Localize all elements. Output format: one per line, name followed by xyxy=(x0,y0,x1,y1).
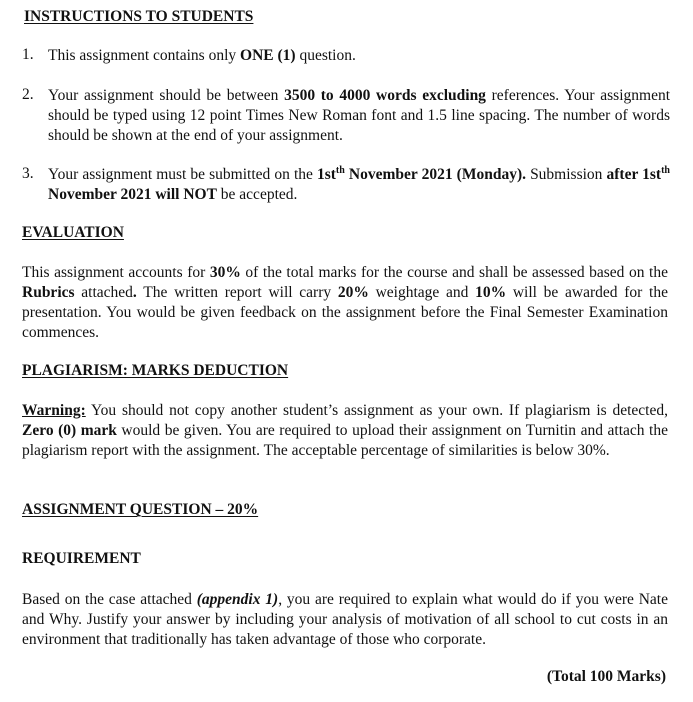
plagiarism-heading: PLAGIARISM: MARKS DEDUCTION xyxy=(22,362,289,379)
item-number: 3. xyxy=(22,165,34,182)
item-text: Your assignment must be submitted on the $1st^{th}$ November 2021 (Monday). Submission after $1st^{th}$ November 2021 will NOT be accepted. xyxy=(48,164,670,203)
item-number: 2. xyxy=(22,86,34,103)
requirement-paragraph: Based on the case attached (appendix 1), you are required to explain what would do if you were Nate and Why. Justify your answer by including your analysis of motivation of all school to cut costs in an environment that traditionally has taken advantage of those who corporate. xyxy=(22,591,668,648)
item-number: 1. xyxy=(22,46,34,63)
assignment-question-heading: ASSIGNMENT QUESTION – 20% xyxy=(22,501,259,518)
evaluation-heading: EVALUATION xyxy=(22,224,124,241)
instruction-item-3 xyxy=(22,165,670,205)
total-marks: (Total 100 Marks) xyxy=(546,668,666,685)
plagiarism-paragraph: Warning: You should not copy another student’s assignment as your own. If plagiarism is detected, Zero (0) mark would be given. You are required to upload their assignment on Turnitin and attach the plagiarism report with the assignment. The acceptable percentage of similarities is below 30%. xyxy=(22,402,668,459)
instruction-item-1 xyxy=(22,46,670,66)
item-text: This assignment contains only ONE (1) question. xyxy=(48,47,356,64)
evaluation-paragraph: This assignment accounts for 30% of the total marks for the course and shall be assessed based on the Rubrics attached. The written report will carry 20% weightage and 10% will be awarded for the presentation. You would be given feedback on the assignment before the Final Semester Examination commences. xyxy=(22,264,668,341)
item-text: Your assignment should be between 3500 to 4000 words excluding references. Your assignment should be typed using 12 point Times New Roman font and 1.5 line spacing. The number of words should be shown at the end of your assignment. xyxy=(48,87,670,144)
warning-label: Warning: xyxy=(22,402,86,419)
requirement-heading: REQUIREMENT xyxy=(22,550,141,567)
instructions-heading: INSTRUCTIONS TO STUDENTS xyxy=(24,8,254,25)
instruction-item-2 xyxy=(22,86,670,146)
